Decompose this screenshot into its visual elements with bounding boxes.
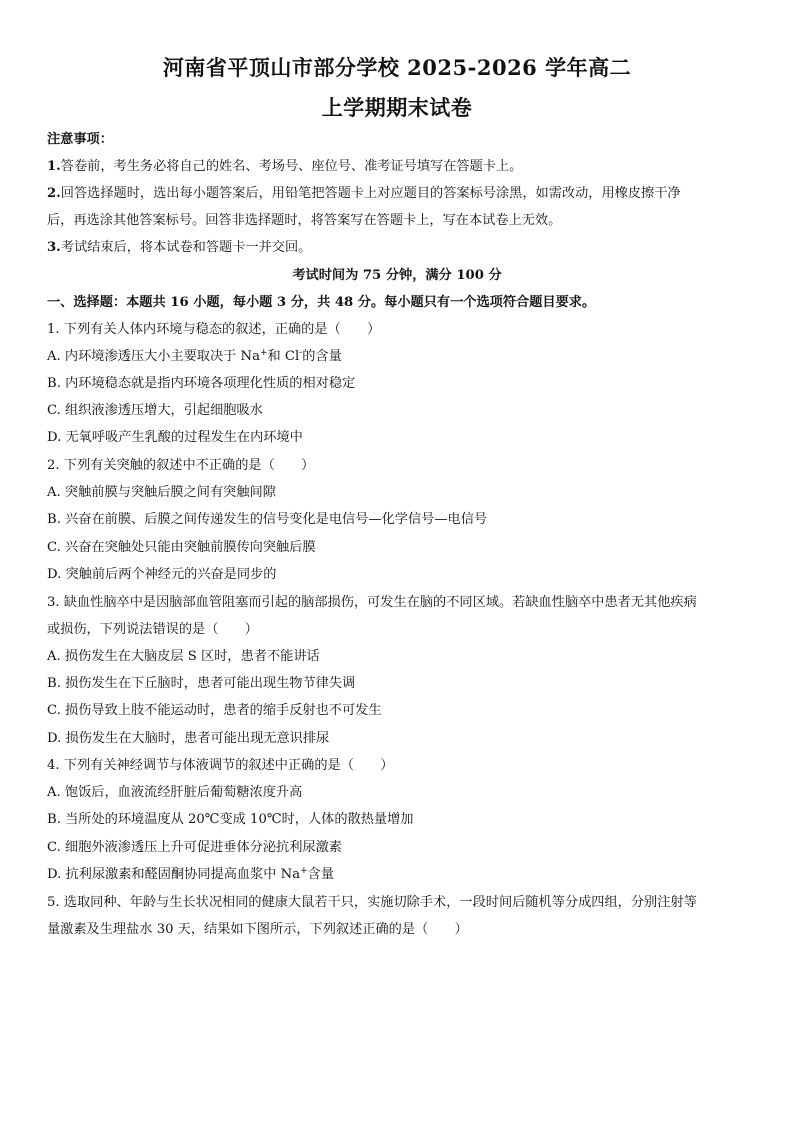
- question-3-stem: 3. 缺血性脑卒中是因脑部血管阻塞而引起的脑部损伤，可发生在脑的不同区域。若缺血性脑卒中患者无其他疾病: [47, 595, 697, 610]
- question-1-option-c: C. 组织液渗透压增大，引起细胞吸水: [47, 403, 263, 418]
- exam-time-info: 考试时间为 75 分钟，满分 100 分: [292, 268, 502, 283]
- notice-heading: 注意事项：: [47, 132, 113, 147]
- question-1-option-a: A. 内环境渗透压大小主要取决于 Na+和 Cl-的含量: [47, 348, 342, 364]
- question-5-stem-continued: 量激素及生理盐水 30 天，结果如下图所示，下列叙述正确的是（ ）: [47, 922, 468, 937]
- notice-item-1: [47, 159, 747, 175]
- question-4-option-d: D. 抗利尿激素和醛固酮协同提高血浆中 Na+含量: [47, 866, 335, 882]
- question-2-option-d: D. 突触前后两个神经元的兴奋是同步的: [47, 567, 277, 582]
- question-2-option-c: C. 兴奋在突触处只能由突触前膜传向突触后膜: [47, 540, 316, 555]
- question-3-option-d: D. 损伤发生在大脑时，患者可能出现无意识排尿: [47, 731, 330, 746]
- question-2-option-a: A. 突触前膜与突触后膜之间有突触间隙: [47, 485, 276, 500]
- notice-item-2: [47, 186, 747, 202]
- question-2-option-b: B. 兴奋在前膜、后膜之间传递发生的信号变化是电信号—化学信号—电信号: [47, 512, 488, 527]
- notice-item-2-continued: 后，再选涂其他答案标号。回答非选择题时，将答案写在答题卡上，写在本试卷上无效。: [47, 213, 562, 228]
- notice-item-2-number: 2.: [47, 186, 61, 201]
- notice-item-1-number: 1.: [47, 159, 61, 174]
- question-5-stem: 5. 选取同种、年龄与生长状况相同的健康大鼠若干只，实施切除手术，一段时间后随机等分成四组，分别注射等: [47, 895, 697, 910]
- exam-title-line-2: 上学期期末试卷: [321, 95, 473, 120]
- question-3-option-c: C. 损伤导致上肢不能运动时，患者的缩手反射也不可发生: [47, 703, 382, 718]
- question-2-stem: 2. 下列有关突触的叙述中不正确的是（ ）: [47, 458, 315, 473]
- question-4-stem: 4. 下列有关神经调节与体液调节的叙述中正确的是（ ）: [47, 758, 394, 773]
- question-1-stem: 1. 下列有关人体内环境与稳态的叙述，正确的是（ ）: [47, 322, 381, 337]
- notice-item-3: [47, 240, 747, 256]
- question-3-stem-continued: 或损伤，下列说法错误的是（ ）: [47, 622, 258, 637]
- question-1-option-d: D. 无氧呼吸产生乳酸的过程发生在内环境中: [47, 430, 303, 445]
- question-4-option-c: C. 细胞外液渗透压上升可促进垂体分泌抗利尿激素: [47, 840, 342, 855]
- notice-item-1-text: 答卷前，考生务必将自己的姓名、考场号、座位号、准考证号填写在答题卡上。: [60, 159, 523, 174]
- question-3-option-a: A. 损伤发生在大脑皮层 S 区时，患者不能讲话: [47, 649, 320, 664]
- question-4-option-a: A. 饱饭后，血液流经肝脏后葡萄糖浓度升高: [47, 785, 303, 800]
- exam-title-line-1: 河南省平顶山市部分学校 2025-2026 学年高二: [162, 55, 632, 80]
- section-heading: 一、选择题：本题共 16 小题，每小题 3 分，共 48 分。每小题只有一个选项符合题目要求。: [47, 295, 596, 310]
- notice-item-3-text: 考试结束后，将本试卷和答题卡一并交回。: [60, 240, 312, 255]
- notice-item-2-text: 回答选择题时，选出每小题答案后，用铅笔把答题卡上对应题目的答案标号涂黑，如需改动，用橡皮擦干净: [60, 186, 681, 201]
- question-1-option-b: B. 内环境稳态就是指内环境各项理化性质的相对稳定: [47, 376, 356, 391]
- question-3-option-b: B. 损伤发生在下丘脑时，患者可能出现生物节律失调: [47, 676, 356, 691]
- notice-item-3-number: 3.: [47, 240, 61, 255]
- question-4-option-b: B. 当所处的环境温度从 20℃变成 10℃时，人体的散热量增加: [47, 812, 414, 827]
